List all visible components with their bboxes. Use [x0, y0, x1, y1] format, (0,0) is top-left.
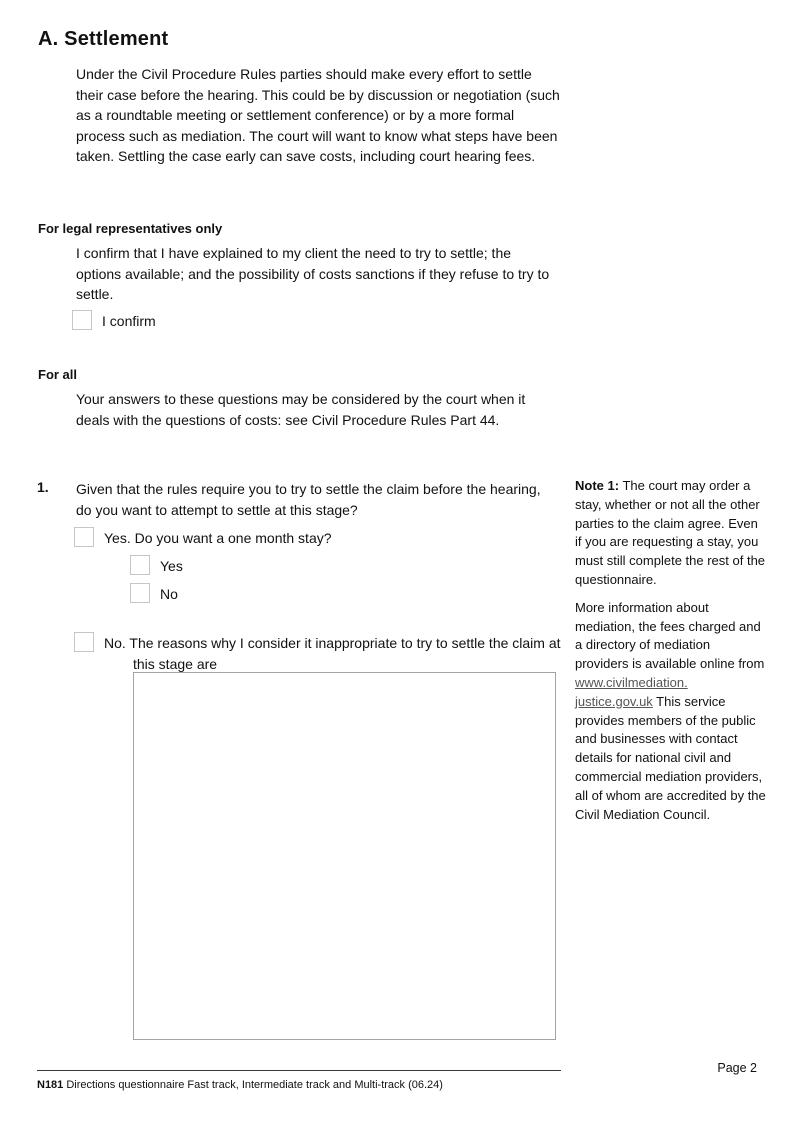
reasons-textarea[interactable]	[133, 672, 556, 1040]
note-2	[575, 599, 767, 825]
note-2-text-after: This service provides members of the public and businesses with contact details for national civil and commercial mediation providers, all of whom are accredited by the Civil Mediation Council.	[575, 693, 766, 822]
margin-notes	[575, 477, 767, 833]
note-2-text-before: More information about mediation, the fees charged and a directory of mediation providers is available online from	[575, 599, 765, 672]
footer	[37, 1079, 443, 1091]
footer-divider	[37, 1070, 561, 1071]
confirm-row	[72, 310, 156, 332]
confirm-checkbox[interactable]	[72, 310, 92, 330]
legal-representatives-heading: For legal representatives only	[38, 221, 223, 236]
stay-yes-label: Yes	[160, 558, 183, 574]
legal-representatives-paragraph: I confirm that I have explained to my client the need to try to settle; the options available; and the possibility of costs sanctions if they refuse to try to settle.	[76, 245, 550, 302]
for-all-heading: For all	[38, 367, 78, 382]
option-yes-row	[74, 527, 332, 549]
note-1-text: The court may order a stay, whether or not all the other parties to the claim agree. Even if you are requesting a stay, you must still complete the rest of the questionnaire.	[575, 478, 766, 587]
stay-yes-checkbox[interactable]	[130, 555, 150, 575]
confirm-label: I confirm	[102, 313, 156, 329]
stay-no-label: No	[160, 586, 178, 602]
stay-no-row	[130, 583, 178, 605]
section-title: A. Settlement	[38, 28, 169, 50]
stay-yes-row	[130, 555, 183, 577]
footer-form-title: Directions questionnaire Fast track, Intermediate track and Multi-track (06.24)	[63, 1079, 443, 1091]
page-number: Page 2	[717, 1061, 757, 1075]
stay-no-checkbox[interactable]	[130, 583, 150, 603]
no-settle-checkbox[interactable]	[74, 632, 94, 652]
question-1	[37, 479, 557, 520]
option-no-row	[74, 632, 573, 674]
for-all-paragraph: Your answers to these questions may be considered by the court when it deals with the questions of costs: see Civil Procedure Rules Part 44.	[76, 391, 526, 428]
note-1	[575, 477, 767, 590]
question-1-text: Given that the rules require you to try to settle the claim before the hearing, do you want to attempt to settle at this stage?	[76, 481, 541, 518]
yes-stay-checkbox[interactable]	[74, 527, 94, 547]
no-settle-label: No. The reasons why I consider it inappropriate to try to settle the claim at this stage are	[104, 635, 561, 672]
yes-stay-label: Yes. Do you want a one month stay?	[104, 530, 332, 546]
civil-mediation-link-line2: justice.gov.uk	[575, 693, 653, 709]
note-1-label: Note 1:	[575, 478, 620, 493]
question-1-number: 1.	[37, 479, 49, 495]
settlement-intro-paragraph: Under the Civil Procedure Rules parties should make every effort to settle their case before the hearing. This could be by discussion or negotiation (such as a roundtable meeting or settlement conference) or by a more formal process such as mediation. The court will want to know what steps have been taken. Settling the case early can save costs, including court hearing fees.	[76, 66, 560, 164]
footer-form-code: N181	[37, 1079, 64, 1091]
civil-mediation-link-line1: www.civilmediation.	[575, 674, 688, 690]
